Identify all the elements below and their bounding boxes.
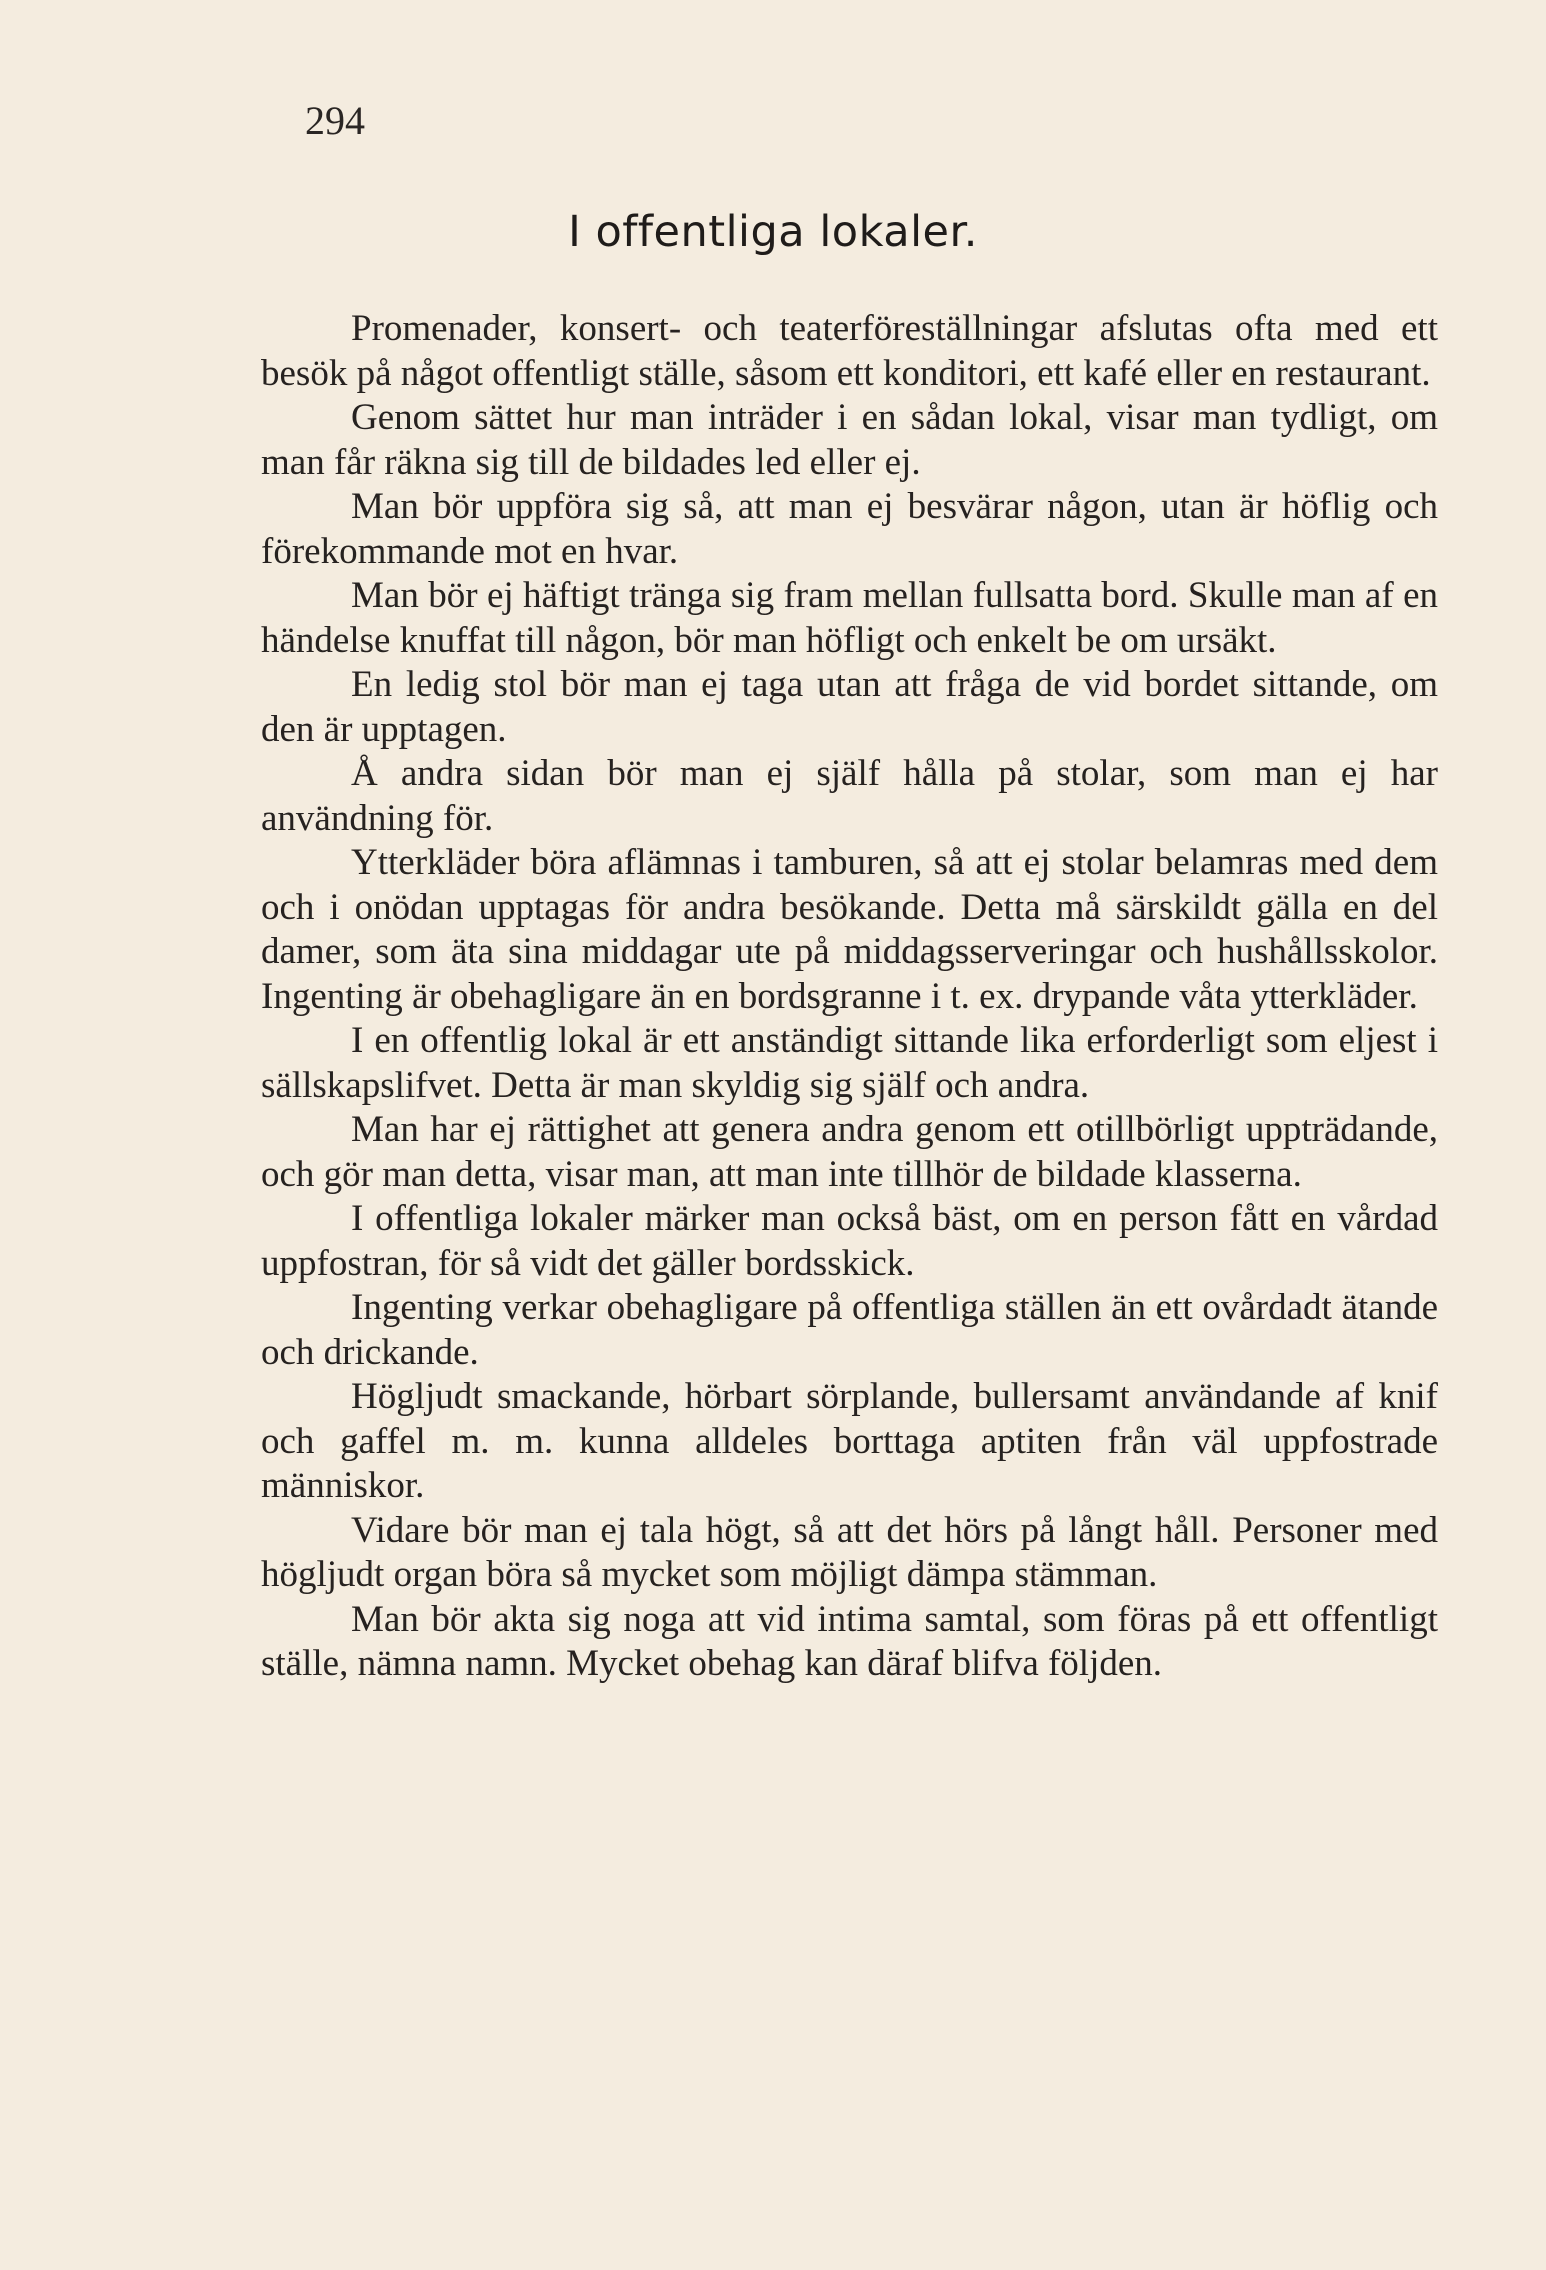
paragraph: I en offentlig lokal är ett anständigt sittande lika erforderligt som eljest i sällskapslifvet. Detta är man skyldig sig själf och andra. [261, 1020, 1438, 1106]
paragraph: Ingenting verkar obehagligare på offentliga ställen än ett ovårdadt ätande och drickande. [261, 1287, 1438, 1373]
paragraph: Genom sättet hur man inträder i en sådan lokal, visar man tydligt, om man får räkna sig till de bildades led eller ej. [261, 397, 1438, 483]
body-text [261, 307, 1438, 1687]
paragraph: Man har ej rättighet att genera andra genom ett otillbörligt uppträdande, och gör man detta, visar man, att man inte tillhör de bildade klasserna. [261, 1109, 1438, 1195]
paragraph: Promenader, konsert- och teaterföreställningar afslutas ofta med ett besök på något offentligt ställe, såsom ett konditori, ett kafé eller en restaurant. [261, 308, 1438, 394]
paragraph: Ytterkläder böra aflämnas i tamburen, så att ej stolar belamras med dem och i onödan upptagas för andra besökande. Detta må särskildt gälla en del damer, som äta sina middagar ute på middagsserveringar och hushållsskolor. Ingenting är obehagligare än en bordsgranne i t. ex. drypande våta ytterkläder. [261, 842, 1438, 1017]
paragraph: Man bör akta sig noga att vid intima samtal, som föras på ett offentligt ställe, nämna namn. Mycket obehag kan däraf blifva följden. [261, 1598, 1438, 1684]
paragraph: Å andra sidan bör man ej själf hålla på stolar, som man ej har användning för. [261, 753, 1438, 839]
paragraph: En ledig stol bör man ej taga utan att fråga de vid bordet sittande, om den är upptagen. [261, 664, 1438, 750]
paragraph: Man bör uppföra sig så, att man ej besvärar någon, utan är höflig och förekommande mot en hvar. [261, 486, 1438, 572]
paragraph: Vidare bör man ej tala högt, så att det hörs på långt håll. Personer med högljudt organ böra så mycket som möjligt dämpa stämman. [261, 1509, 1438, 1595]
paragraph: I offentliga lokaler märker man också bäst, om en person fått en vårdad uppfostran, för så vidt det gäller bordsskick. [261, 1198, 1438, 1284]
paragraph: Man bör ej häftigt tränga sig fram mellan fullsatta bord. Skulle man af en händelse knuffat till någon, bör man höfligt och enkelt be om ursäkt. [261, 575, 1438, 661]
chapter-title: I offentliga lokaler. [568, 207, 978, 257]
paragraph: Högljudt smackande, hörbart sörplande, bullersamt användande af knif och gaffel m. m. kunna alldeles borttaga aptiten från väl uppfostrade människor. [261, 1376, 1438, 1506]
page-number: 294 [305, 98, 365, 143]
